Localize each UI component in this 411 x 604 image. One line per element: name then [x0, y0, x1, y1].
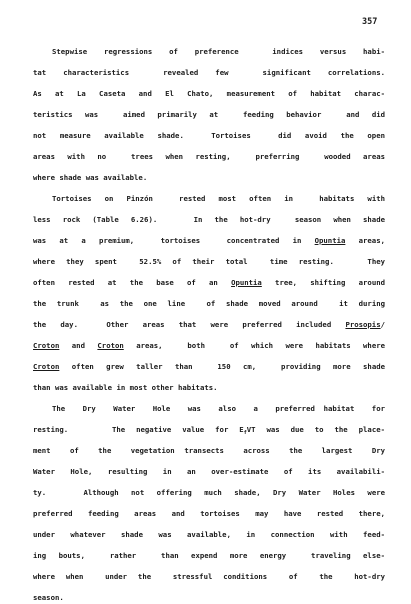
text-line: teristics was aimed primarily at feeding behavior and did — [33, 110, 385, 119]
taxon-croton: Croton — [33, 341, 60, 350]
text-line: Water Hole, resulting in an over-estimate of its availabili- — [33, 467, 385, 476]
text-line: where they spent 52.5% of their total time resting. They — [33, 257, 385, 266]
text-line: ment of the vegetation transects across the largest Dry — [33, 446, 385, 455]
text-line: resting. The negative value for $E_fVT$ was due to the place- — [33, 425, 385, 436]
text-line: often rested at the base of an Opuntia tree, shifting around — [33, 278, 385, 287]
text-line: tat characteristics revealed few significant correlations. — [33, 68, 385, 77]
text-line: not measure available shade. Tortoises did avoid the open — [33, 131, 385, 140]
text-line: the trunk as the one line of shade moved around it during — [33, 299, 385, 308]
taxon-prosopis: Prosopis — [345, 320, 381, 329]
text-line: Tortoises on Pinzón rested most often in habitats with — [52, 194, 385, 203]
text-line: preferred feeding areas and tortoises may have rested there, — [33, 509, 385, 518]
subscript: f — [243, 430, 247, 436]
text-line: The Dry Water Hole was also a preferred habitat for — [52, 404, 385, 413]
text-line: Croton and Croton areas, both of which were habitats where — [33, 341, 386, 350]
text-line: where shade was available. — [33, 173, 148, 182]
text-line: As at La Caseta and El Chato, measurement of habitat charac- — [33, 89, 385, 98]
taxon-croton: Croton — [97, 341, 124, 350]
taxon-croton: Croton — [33, 362, 60, 371]
text-line: ty. Although not offering much shade, Dry Water Holes were — [33, 488, 385, 497]
text-line: less rock (Table 6.26). In the hot-dry season when shade — [33, 215, 385, 224]
text-line: under whatever shade was available, in connection with feed- — [33, 530, 385, 539]
text-line: than was available in most other habitats. — [33, 383, 218, 392]
text-line: Stepwise regressions of preference indices versus habi- — [52, 47, 385, 56]
text-line: ing bouts, rather than expend more energy traveling else- — [33, 551, 385, 560]
text-line: Croton often grew taller than 150 cm, providing more shade — [33, 362, 385, 371]
taxon-opuntia: Opuntia — [231, 278, 262, 287]
text-line: where when under the stressful conditions of the hot-dry — [33, 572, 385, 581]
text-line: areas with no trees when resting, preferring wooded areas — [33, 152, 385, 161]
text-line: the day. Other areas that were preferred included Prosopis/ — [33, 320, 385, 329]
page-number: 357 — [362, 17, 378, 27]
taxon-opuntia: Opuntia — [314, 236, 346, 245]
text-line: was at a premium, tortoises concentrated in Opuntia areas, — [33, 236, 385, 245]
text-line: season. — [33, 593, 64, 602]
